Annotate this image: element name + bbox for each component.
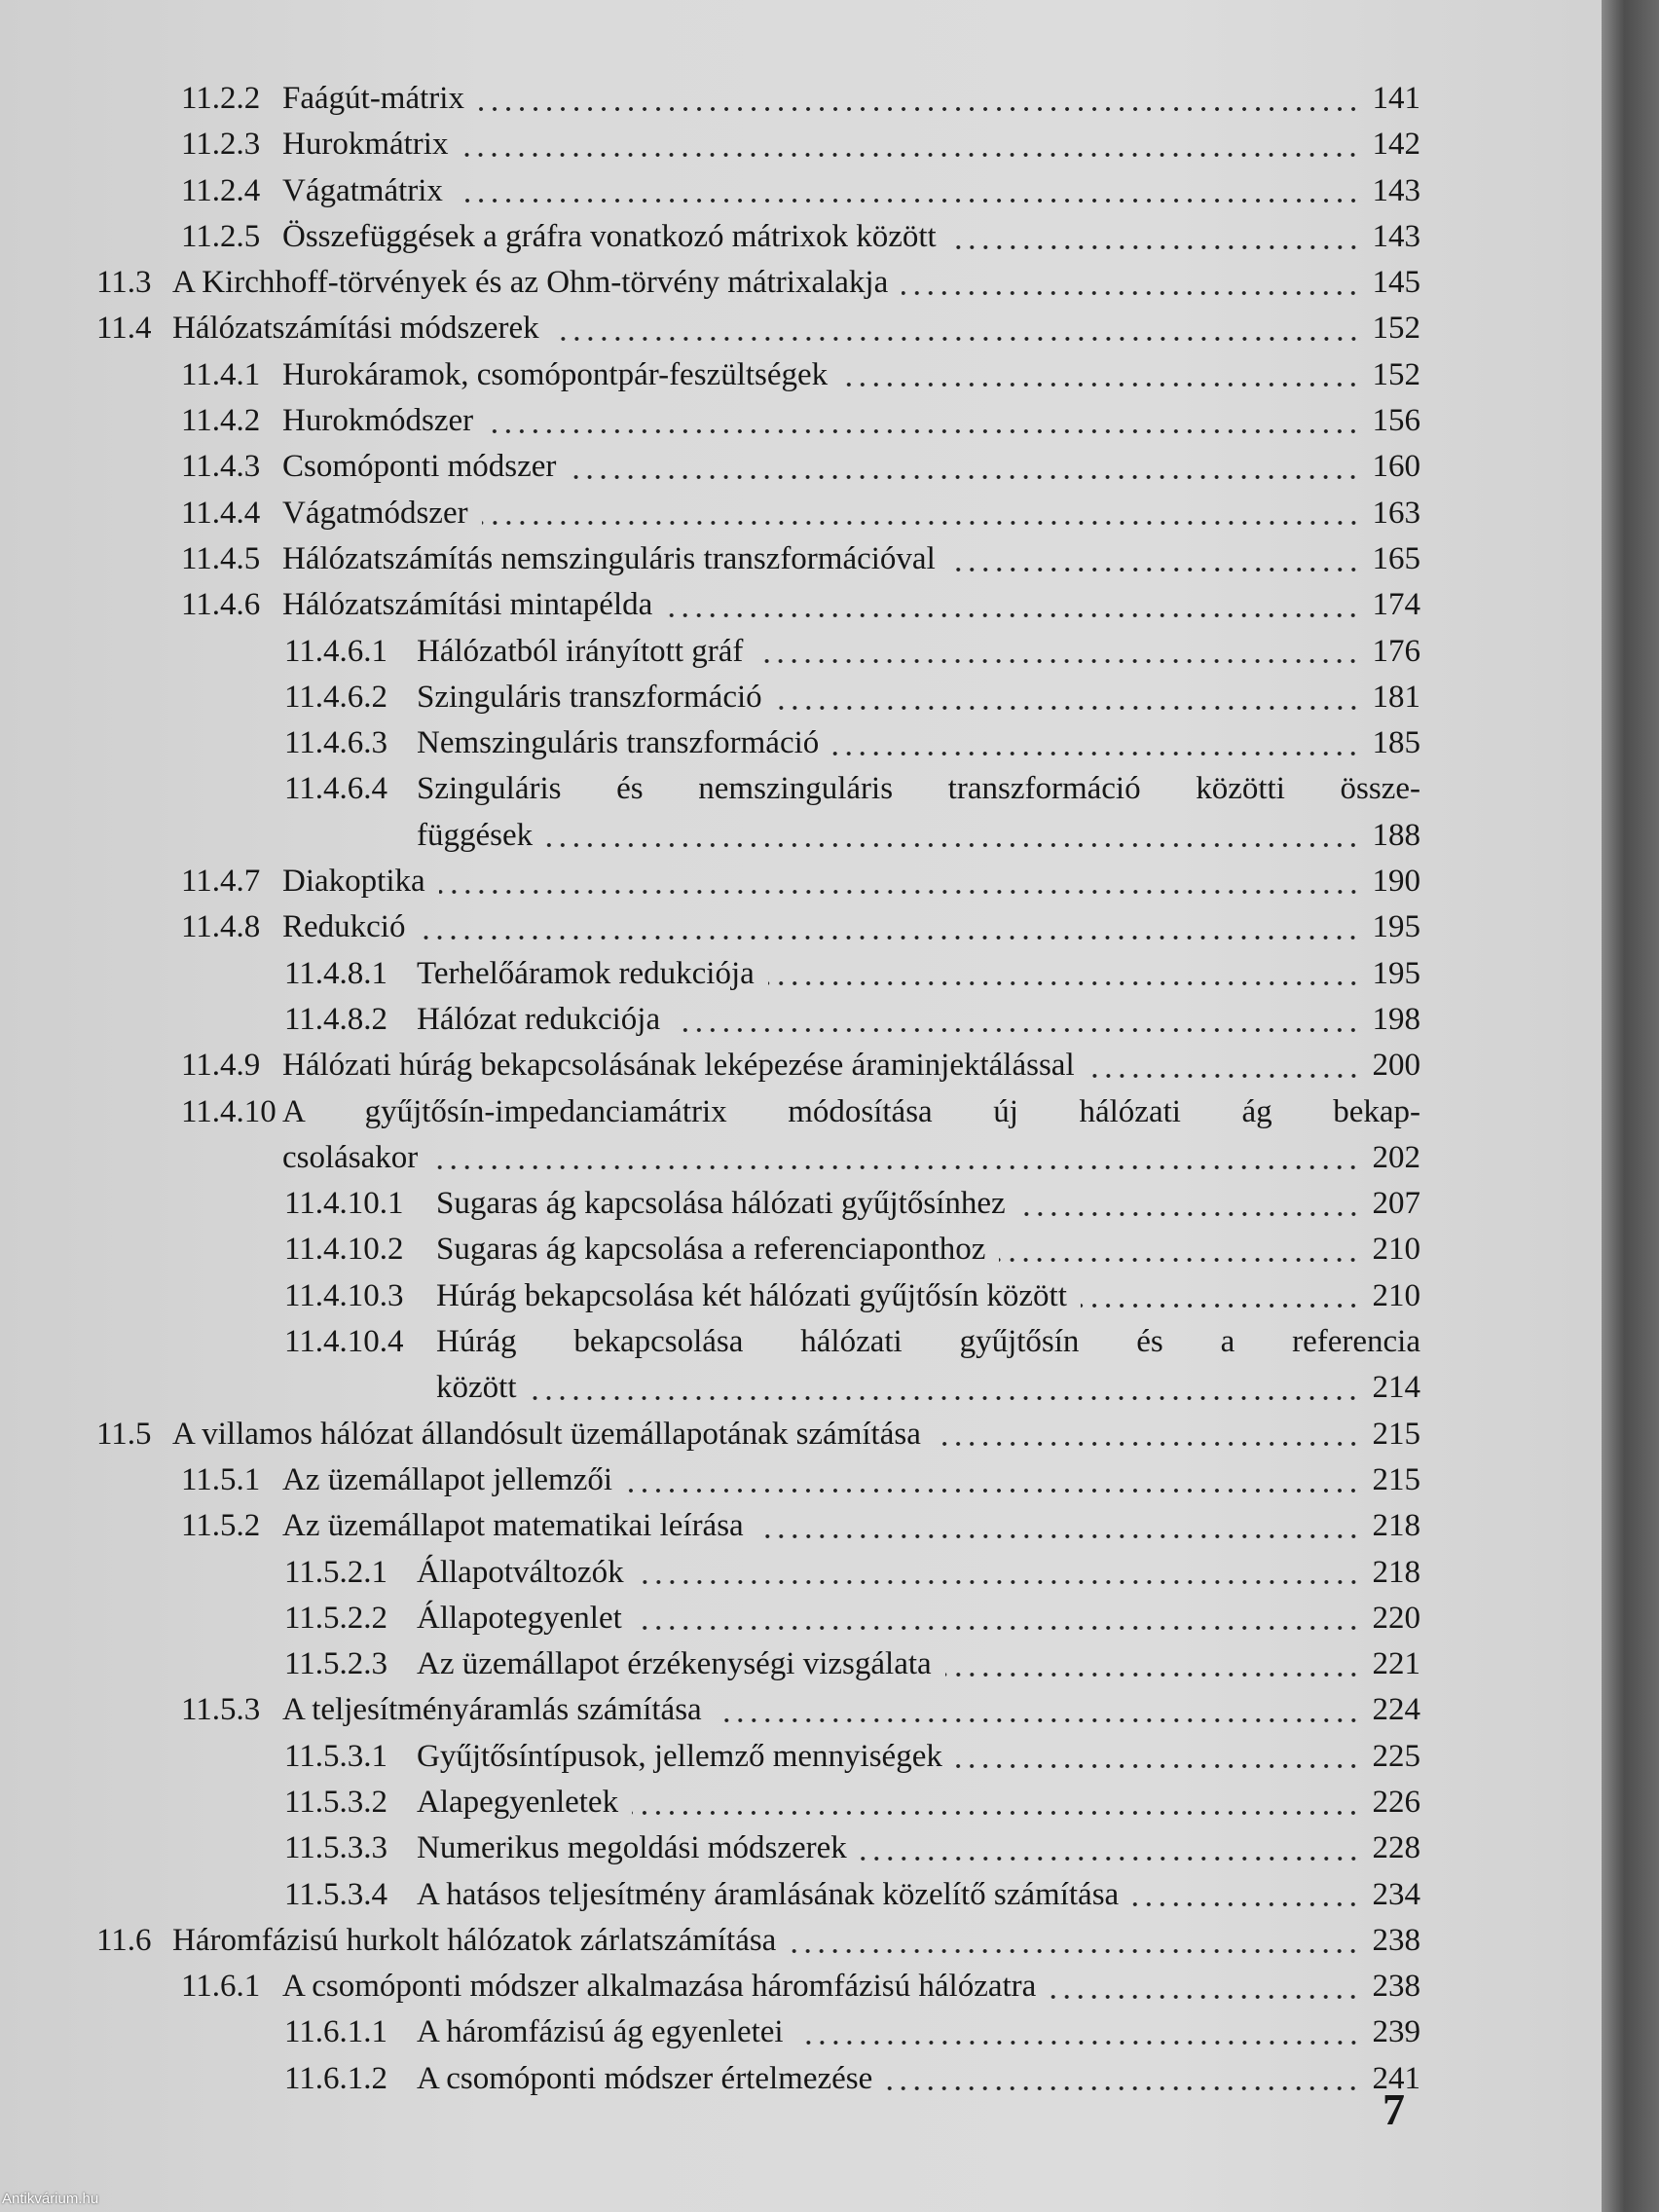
toc-entry	[0, 1550, 1659, 1596]
dot-leader	[756, 658, 1360, 664]
toc-entry-continuation	[0, 813, 1659, 859]
entry-number: 11.2.4	[181, 172, 261, 208]
entry-title: Alapegyenletek	[417, 1784, 619, 1820]
dot-leader	[626, 1488, 1360, 1493]
entry-title: A háromfázisú ág egyenletei	[417, 2014, 784, 2050]
entry-number: 11.5.3.1	[284, 1738, 388, 1774]
dot-leader	[1050, 1994, 1360, 2000]
entry-title: Hálózatszámítási módszerek	[172, 311, 539, 347]
dot-leader	[461, 152, 1360, 158]
entry-page-number: 218	[1372, 1554, 1420, 1590]
entry-number: 11.4.8	[181, 909, 261, 945]
entry-title: Az üzemállapot matematikai leírása	[282, 1508, 744, 1544]
entry-title: Hálózatszámítási mintapélda	[282, 587, 653, 623]
toc-entry	[0, 214, 1659, 260]
toc-entry	[0, 444, 1659, 490]
dot-leader	[757, 1533, 1360, 1539]
dot-leader	[478, 106, 1360, 112]
toc-entry	[0, 398, 1659, 444]
entry-page-number: 218	[1372, 1508, 1420, 1544]
entry-title: Diakoptika	[282, 864, 425, 900]
toc-entry	[0, 1641, 1659, 1687]
entry-number: 11.4.6.2	[284, 679, 388, 715]
entry-title: Sugaras ág kapcsolása hálózati gyűjtősínhez	[436, 1186, 1006, 1222]
entry-title: A teljesítményáramlás számítása	[282, 1692, 702, 1728]
entry-page-number: 202	[1372, 1139, 1420, 1175]
entry-page-number: 226	[1372, 1784, 1420, 1820]
dot-leader	[902, 290, 1360, 296]
toc-entry	[0, 1043, 1659, 1088]
entry-number: 11.4.5	[181, 540, 261, 576]
entry-title: A hatásos teljesítmény áramlásának közelítő számítása	[417, 1876, 1120, 1912]
entry-number: 11.6.1.1	[284, 2014, 388, 2050]
entry-title: Az üzemállapot jellemzői	[282, 1461, 613, 1497]
dot-leader	[553, 336, 1360, 342]
toc-entry	[0, 122, 1659, 167]
toc-entry	[0, 1734, 1659, 1780]
dot-leader	[886, 2085, 1360, 2091]
entry-page-number: 234	[1372, 1876, 1420, 1912]
toc-entry	[0, 306, 1659, 351]
dot-leader	[638, 1579, 1360, 1585]
toc-entry	[0, 1596, 1659, 1641]
toc-entry-continuation	[0, 1135, 1659, 1181]
entry-title: csolásakor	[282, 1139, 419, 1175]
dot-leader	[530, 1395, 1360, 1401]
entry-title: Redukció	[282, 909, 406, 945]
toc-entry	[0, 260, 1659, 306]
entry-page-number: 165	[1372, 540, 1420, 576]
entry-title: Állapotváltozók	[417, 1554, 624, 1590]
toc-entry	[0, 2009, 1659, 2055]
entry-number: 11.6	[96, 1922, 152, 1958]
toc-entry	[0, 491, 1659, 536]
entry-number: 11.4.3	[181, 449, 261, 485]
dot-leader	[861, 1856, 1360, 1862]
entry-title: Numerikus megoldási módszerek	[417, 1830, 847, 1866]
entry-number: 11.2.3	[181, 127, 261, 163]
toc-entry	[0, 951, 1659, 997]
entry-page-number: 188	[1372, 817, 1420, 853]
entry-number: 11.5.1	[181, 1461, 261, 1497]
entry-number: 11.5.3.3	[284, 1830, 388, 1866]
toc-entry	[0, 76, 1659, 122]
entry-number: 11.5.2.1	[284, 1554, 388, 1590]
toc-entry	[0, 1273, 1659, 1319]
entry-title: Állapotegyenlet	[417, 1600, 622, 1636]
entry-number: 11.2.5	[181, 218, 261, 254]
entry-number: 11.2.2	[181, 81, 261, 116]
entry-title: Háromfázisú hurkolt hálózatok zárlatszámítása	[172, 1922, 777, 1958]
toc-entry	[0, 1319, 1659, 1365]
dot-leader	[632, 1810, 1360, 1816]
dot-leader	[1088, 1073, 1360, 1079]
entry-page-number: 214	[1372, 1370, 1420, 1406]
dot-leader	[790, 1948, 1360, 1954]
entry-number: 11.4.1	[181, 356, 261, 392]
dot-leader	[716, 1717, 1360, 1723]
entry-number: 11.4.10	[181, 1093, 276, 1129]
dot-leader	[487, 428, 1360, 434]
entry-page-number: 210	[1372, 1277, 1420, 1313]
toc-entry	[0, 168, 1659, 214]
toc-entry	[0, 675, 1659, 720]
entry-number: 11.5	[96, 1416, 152, 1452]
entry-number: 11.3	[96, 265, 152, 301]
dot-leader	[956, 1763, 1360, 1769]
entry-page-number: 200	[1372, 1048, 1420, 1084]
entry-title: Sugaras ág kapcsolása a referenciaponthoz	[436, 1232, 986, 1268]
entry-title: Szinguláris transzformáció	[417, 679, 762, 715]
entry-page-number: 143	[1372, 218, 1420, 254]
entry-number: 11.4.10.2	[284, 1232, 404, 1268]
entry-title: Hurokmátrix	[282, 127, 449, 163]
toc-entry	[0, 1780, 1659, 1825]
dot-leader	[1081, 1303, 1360, 1309]
entry-page-number: 210	[1372, 1232, 1420, 1268]
entry-page-number: 141	[1372, 81, 1420, 116]
toc-entry	[0, 1412, 1659, 1457]
table-of-contents	[0, 76, 1659, 2102]
entry-page-number: 156	[1372, 403, 1420, 439]
toc-entry	[0, 1503, 1659, 1549]
entry-page-number: 174	[1372, 587, 1420, 623]
entry-title: Hurokmódszer	[282, 403, 474, 439]
entry-page-number: 225	[1372, 1738, 1420, 1774]
entry-title: Húrág bekapcsolása hálózati gyűjtősín és a referencia	[436, 1324, 1420, 1360]
toc-entry	[0, 1687, 1659, 1733]
entry-number: 11.5.2.2	[284, 1600, 388, 1636]
entry-number: 11.4.6.3	[284, 725, 388, 761]
entry-title: Vágatmátrix	[282, 172, 443, 208]
entry-title: Szinguláris és nemszinguláris transzformáció közötti össze-	[417, 771, 1420, 807]
entry-title: A csomóponti módszer alkalmazása háromfázisú hálózatra	[282, 1969, 1037, 2005]
entry-number: 11.5.3	[181, 1692, 261, 1728]
entry-page-number: 238	[1372, 1922, 1420, 1958]
entry-page-number: 163	[1372, 495, 1420, 531]
dot-leader	[776, 705, 1360, 711]
dot-leader	[546, 842, 1360, 848]
entry-number: 11.4.6.4	[284, 771, 388, 807]
toc-entry	[0, 1872, 1659, 1918]
toc-entry	[0, 1918, 1659, 1964]
dot-leader	[636, 1625, 1360, 1631]
toc-entry	[0, 904, 1659, 950]
entry-number: 11.4.7	[181, 864, 261, 900]
entry-page-number: 160	[1372, 449, 1420, 485]
entry-number: 11.4.9	[181, 1048, 261, 1084]
entry-number: 11.4.6.1	[284, 633, 388, 669]
entry-number: 11.4.10.1	[284, 1186, 404, 1222]
entry-title: függések	[417, 817, 534, 853]
entry-page-number: 181	[1372, 679, 1420, 715]
entry-page-number: 143	[1372, 172, 1420, 208]
entry-number: 11.4	[96, 311, 152, 347]
entry-page-number: 239	[1372, 2014, 1420, 2050]
entry-page-number: 198	[1372, 1001, 1420, 1037]
entry-number: 11.6.1	[181, 1969, 261, 2005]
entry-title: Vágatmódszer	[282, 495, 468, 531]
entry-page-number: 207	[1372, 1186, 1420, 1222]
dot-leader	[935, 1441, 1360, 1447]
toc-entry	[0, 2056, 1659, 2102]
toc-entry	[0, 997, 1659, 1043]
dot-leader	[832, 751, 1360, 756]
dot-leader	[439, 889, 1360, 895]
toc-entry	[0, 1457, 1659, 1503]
toc-entry	[0, 1089, 1659, 1135]
dot-leader	[570, 474, 1360, 480]
entry-page-number: 176	[1372, 633, 1420, 669]
page-number: 7	[1382, 2084, 1405, 2134]
entry-number: 11.6.1.2	[284, 2060, 388, 2096]
entry-title: között	[436, 1370, 517, 1406]
toc-entry	[0, 720, 1659, 766]
entry-title: A villamos hálózat állandósult üzemállapotának számítása	[172, 1416, 921, 1452]
entry-number: 11.4.10.4	[284, 1324, 404, 1360]
entry-page-number: 221	[1372, 1646, 1420, 1682]
dot-leader	[419, 935, 1360, 940]
dot-leader	[1132, 1901, 1360, 1907]
toc-entry	[0, 1964, 1659, 2009]
entry-page-number: 190	[1372, 864, 1420, 900]
dot-leader	[949, 567, 1360, 572]
entry-page-number: 238	[1372, 1969, 1420, 2005]
entry-title: Hálózati húrág bekapcsolásának leképezése áraminjektálással	[282, 1048, 1075, 1084]
toc-entry	[0, 766, 1659, 812]
entry-title: Hálózat redukciója	[417, 1001, 661, 1037]
dot-leader	[674, 1027, 1360, 1033]
entry-page-number: 228	[1372, 1830, 1420, 1866]
entry-title: Hálózatszámítás nemszinguláris transzformációval	[282, 540, 936, 576]
dot-leader	[666, 612, 1360, 618]
dot-leader	[1019, 1211, 1360, 1217]
entry-title: Csomóponti módszer	[282, 449, 557, 485]
dot-leader	[431, 1164, 1360, 1170]
toc-entry	[0, 859, 1659, 904]
toc-entry	[0, 352, 1659, 398]
entry-page-number: 215	[1372, 1461, 1420, 1497]
entry-title: Faágút-mátrix	[282, 81, 464, 116]
dot-leader	[841, 382, 1360, 387]
entry-page-number: 195	[1372, 909, 1420, 945]
entry-number: 11.5.3.2	[284, 1784, 388, 1820]
entry-page-number: 152	[1372, 356, 1420, 392]
dot-leader	[999, 1257, 1360, 1263]
entry-page-number: 145	[1372, 265, 1420, 301]
entry-number: 11.4.6	[181, 587, 261, 623]
toc-entry	[0, 629, 1659, 675]
entry-number: 11.4.4	[181, 495, 261, 531]
entry-page-number: 142	[1372, 127, 1420, 163]
entry-number: 11.4.10.3	[284, 1277, 404, 1313]
dot-leader	[945, 1672, 1360, 1677]
entry-title: A Kirchhoff-törvények és az Ohm-törvény mátrixalakja	[172, 265, 889, 301]
toc-entry	[0, 582, 1659, 628]
entry-title: Terhelőáramok redukciója	[417, 955, 755, 991]
entry-title: Hurokáramok, csomópontpár-feszültségek	[282, 356, 829, 392]
entry-page-number: 241	[1372, 2060, 1420, 2096]
entry-page-number: 195	[1372, 955, 1420, 991]
entry-title: A csomóponti módszer értelmezése	[417, 2060, 873, 2096]
entry-page-number: 220	[1372, 1600, 1420, 1636]
dot-leader	[768, 980, 1360, 986]
entry-number: 11.5.2.3	[284, 1646, 388, 1682]
entry-page-number: 152	[1372, 311, 1420, 347]
entry-title: Hálózatból irányított gráf	[417, 633, 744, 669]
entry-title: Nemszinguláris transzformáció	[417, 725, 820, 761]
entry-page-number: 224	[1372, 1692, 1420, 1728]
entry-page-number: 185	[1372, 725, 1420, 761]
toc-entry	[0, 1825, 1659, 1871]
entry-number: 11.4.8.1	[284, 955, 388, 991]
dot-leader	[950, 244, 1360, 250]
entry-title: Húrág bekapcsolása két hálózati gyűjtősín között	[436, 1277, 1067, 1313]
entry-page-number: 215	[1372, 1416, 1420, 1452]
dot-leader	[482, 520, 1360, 526]
toc-entry	[0, 1181, 1659, 1227]
entry-number: 11.5.3.4	[284, 1876, 388, 1912]
entry-title: Az üzemállapot érzékenységi vizsgálata	[417, 1646, 932, 1682]
watermark: Antikvárium.hu	[2, 2191, 99, 2207]
entry-title: Gyűjtősíntípusok, jellemző mennyiségek	[417, 1738, 942, 1774]
toc-entry	[0, 536, 1659, 582]
entry-number: 11.4.8.2	[284, 1001, 388, 1037]
dot-leader	[797, 2040, 1360, 2046]
entry-title: Összefüggések a gráfra vonatkozó mátrixok között	[282, 218, 937, 254]
entry-number: 11.4.2	[181, 403, 261, 439]
entry-title: A gyűjtősín-impedanciamátrix módosítása új hálózati ág bekap-	[282, 1093, 1420, 1129]
dot-leader	[457, 198, 1360, 203]
toc-entry-continuation	[0, 1365, 1659, 1411]
entry-number: 11.5.2	[181, 1508, 261, 1544]
toc-entry	[0, 1227, 1659, 1272]
